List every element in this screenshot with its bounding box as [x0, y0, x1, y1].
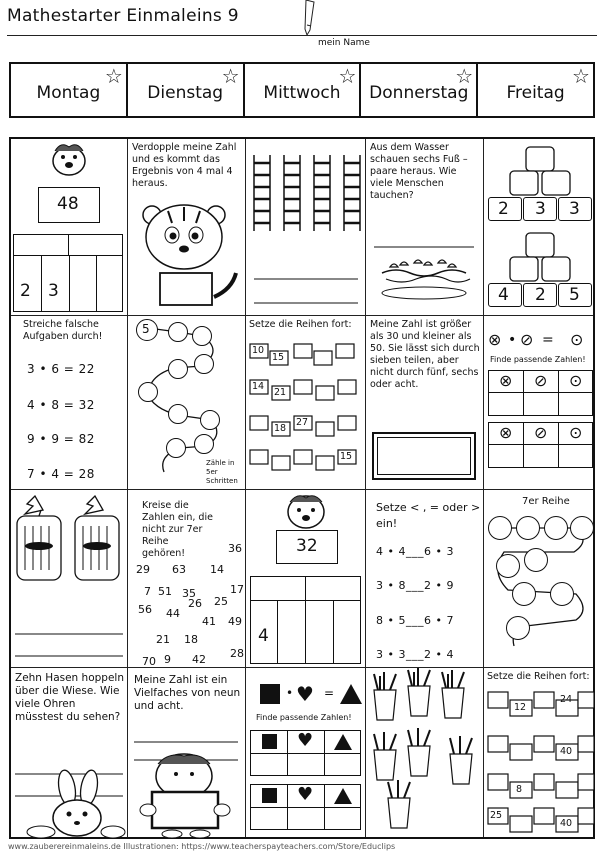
factor-a: 2	[20, 281, 31, 301]
task-mittwoch-3	[246, 490, 365, 667]
number-option[interactable]: 21	[156, 633, 170, 646]
circled-dot-icon: ⊙	[569, 371, 583, 390]
star-icon: ☆	[104, 64, 123, 88]
circled-times-icon: ⊗	[488, 330, 502, 349]
equation: 4 • 8 = 32	[27, 398, 95, 412]
series-value: 27	[296, 417, 309, 428]
circled-dot-icon: ⊙	[569, 423, 583, 442]
water-feet-icon	[366, 139, 483, 315]
series-value: 40	[560, 746, 573, 757]
series-value: 12	[514, 702, 527, 713]
weekday-header	[9, 62, 595, 118]
number-option[interactable]: 51	[158, 585, 172, 598]
series-value: 8	[516, 784, 523, 795]
equation: 3 • 6 = 22	[27, 362, 95, 376]
task-montag-2	[11, 316, 127, 489]
number-option[interactable]: 56	[138, 603, 152, 616]
task-montag-4	[11, 668, 127, 839]
series-value: 18	[274, 423, 287, 434]
task-montag-1	[11, 139, 127, 315]
brick-value: 3	[569, 199, 580, 219]
comparison[interactable]: 8 • 5___6 • 7	[376, 614, 454, 627]
series-value: 40	[560, 818, 573, 829]
day-label: Mittwoch	[263, 83, 341, 103]
day-mittwoch	[245, 64, 362, 116]
number-option[interactable]: 17	[230, 583, 244, 596]
task-donnerstag-4	[366, 668, 483, 839]
task-mittwoch-1	[246, 139, 365, 315]
star-icon: ☆	[455, 64, 474, 88]
start-value: 5	[142, 322, 150, 336]
number-option[interactable]: 70	[142, 655, 156, 667]
factor-b: 3	[48, 281, 59, 301]
task-montag-3	[11, 490, 127, 667]
task-text: Zehn Hasen hoppeln über die Wiese. Wie viele Ohren müsstest du sehen?	[15, 672, 124, 723]
task-dienstag-3	[128, 490, 245, 667]
triangle-icon	[334, 734, 352, 750]
series-value: 15	[340, 451, 353, 462]
task-dienstag-4	[128, 668, 245, 839]
task-freitag-3	[484, 490, 597, 667]
pencil-icon	[302, 0, 316, 36]
equation: 7 • 4 = 28	[27, 467, 95, 481]
number-option[interactable]: 49	[228, 615, 242, 628]
comparison[interactable]: 3 • 8___2 • 9	[376, 579, 454, 592]
tiger-icon	[128, 197, 245, 315]
circled-times-icon: ⊗	[499, 423, 513, 442]
day-label: Freitag	[506, 83, 565, 103]
no-sign-icon: ⊘	[534, 423, 548, 442]
day-donnerstag	[361, 64, 478, 116]
number-option[interactable]: 63	[172, 563, 186, 576]
series-value: 25	[490, 810, 503, 821]
series-value: 24	[560, 694, 573, 705]
task-dienstag-2	[128, 316, 245, 489]
series-boxes	[246, 316, 365, 489]
task-text: Meine Zahl ist größer als 30 und kleiner als 50. Sie lässt sich durch sieben teilen, aber nicht durch fünf, sechs oder acht.	[370, 319, 480, 390]
day-dienstag	[128, 64, 245, 116]
task-text: Verdopple meine Zahl und es kommt das Ergebnis von 4 mal 4 heraus.	[132, 142, 237, 189]
number-option[interactable]: 18	[184, 633, 198, 646]
comparison[interactable]: 3 • 3___2 • 4	[376, 648, 454, 661]
number-option[interactable]: 44	[166, 607, 180, 620]
number-option[interactable]: 29	[136, 563, 150, 576]
star-icon: ☆	[221, 64, 240, 88]
task-donnerstag-2	[366, 316, 483, 489]
series-value: 15	[272, 352, 285, 363]
operator-dot: •	[286, 686, 294, 700]
day-label: Donnerstag	[369, 83, 469, 103]
task-grid	[9, 137, 595, 839]
square-icon	[262, 734, 277, 749]
star-icon: ☆	[338, 64, 357, 88]
day-montag	[11, 64, 128, 116]
operator-dot: •	[508, 332, 517, 348]
brick-value: 2	[535, 285, 546, 305]
task-freitag-4	[484, 668, 597, 839]
number-option[interactable]: 35	[182, 587, 196, 600]
task-text: Aus dem Wasser schauen sechs Fuß – paare heraus. Wie viele Menschen tauchen?	[370, 142, 468, 201]
task-donnerstag-1	[366, 139, 483, 315]
number-option[interactable]: 26	[188, 597, 202, 610]
product-value: 32	[296, 536, 318, 556]
heart-icon: ♥	[297, 730, 314, 751]
equals-sign: =	[324, 686, 335, 700]
task-text: Setze < , = oder > ein!	[376, 501, 481, 530]
brick-value: 3	[535, 199, 546, 219]
day-label: Dienstag	[147, 83, 224, 103]
task-text: Kreise die Zahlen ein, die nicht zur 7er Reihe gehören!	[142, 500, 213, 559]
factor-a: 4	[258, 626, 269, 646]
task-text: Streiche falsche Aufgaben durch!	[23, 319, 103, 342]
series-value: 14	[252, 381, 265, 392]
number-option[interactable]: 14	[210, 563, 224, 576]
square-icon	[260, 684, 280, 704]
task-freitag-2	[484, 316, 597, 489]
product-value: 48	[57, 194, 79, 214]
task-text: 7er Reihe	[522, 496, 570, 507]
brick-value: 2	[498, 199, 509, 219]
equals-sign: =	[542, 332, 554, 348]
number-option[interactable]: 9	[164, 653, 171, 666]
comparison[interactable]: 4 • 4___6 • 3	[376, 545, 454, 558]
brick-value: 5	[569, 285, 580, 305]
equation: 9 • 9 = 82	[27, 432, 95, 446]
hint-text: Zähle in 5er Schritten	[206, 459, 238, 485]
bread-bags-icon	[11, 490, 127, 667]
task-mittwoch-2	[246, 316, 365, 489]
rabbit-icon	[11, 668, 127, 839]
number-option[interactable]: 42	[192, 653, 206, 666]
number-option[interactable]: 28	[230, 647, 244, 660]
task-freitag-1	[484, 139, 597, 315]
brick-value: 4	[498, 285, 509, 305]
pencil-cups-icon	[366, 668, 483, 839]
task-text: Finde passende Zahlen!	[256, 713, 352, 722]
number-option[interactable]: 36	[228, 542, 242, 555]
square-icon	[262, 788, 277, 803]
triangle-icon	[334, 788, 352, 804]
name-label: mein Name	[318, 38, 370, 48]
ladder-icons	[246, 139, 365, 315]
heart-icon: ♥	[297, 784, 314, 805]
series-value: 21	[274, 387, 287, 398]
task-mittwoch-4	[246, 668, 365, 839]
number-option[interactable]: 41	[202, 615, 216, 628]
star-icon: ☆	[572, 64, 590, 88]
number-option[interactable]: 7	[144, 585, 151, 598]
no-sign-icon: ⊘	[520, 330, 534, 349]
number-option[interactable]: 25	[214, 595, 228, 608]
series-value: 10	[252, 345, 265, 356]
task-text: Meine Zahl ist ein Vielfaches von neun und acht.	[134, 674, 241, 712]
worksheet-title: Mathestarter Einmaleins 9	[7, 6, 239, 26]
circled-times-icon: ⊗	[499, 371, 513, 390]
footer-credits: www.zauberereinmaleins.de Illustrationen: https://www.teacherspayteachers.com/Store/Educlips	[8, 842, 396, 851]
task-dienstag-1	[128, 139, 245, 315]
heart-icon: ♥	[296, 682, 314, 706]
triangle-icon	[340, 684, 362, 704]
task-donnerstag-3	[366, 490, 483, 667]
day-freitag	[478, 64, 593, 116]
task-text: Setze die Reihen fort:	[249, 319, 352, 330]
no-sign-icon: ⊘	[534, 371, 548, 390]
task-text: Setze die Reihen fort:	[487, 671, 590, 682]
day-label: Montag	[36, 83, 101, 103]
name-line	[7, 35, 597, 36]
task-text: Finde passende Zahlen!	[490, 355, 586, 364]
monster-sign-icon	[128, 668, 245, 839]
circled-dot-icon: ⊙	[570, 330, 584, 349]
